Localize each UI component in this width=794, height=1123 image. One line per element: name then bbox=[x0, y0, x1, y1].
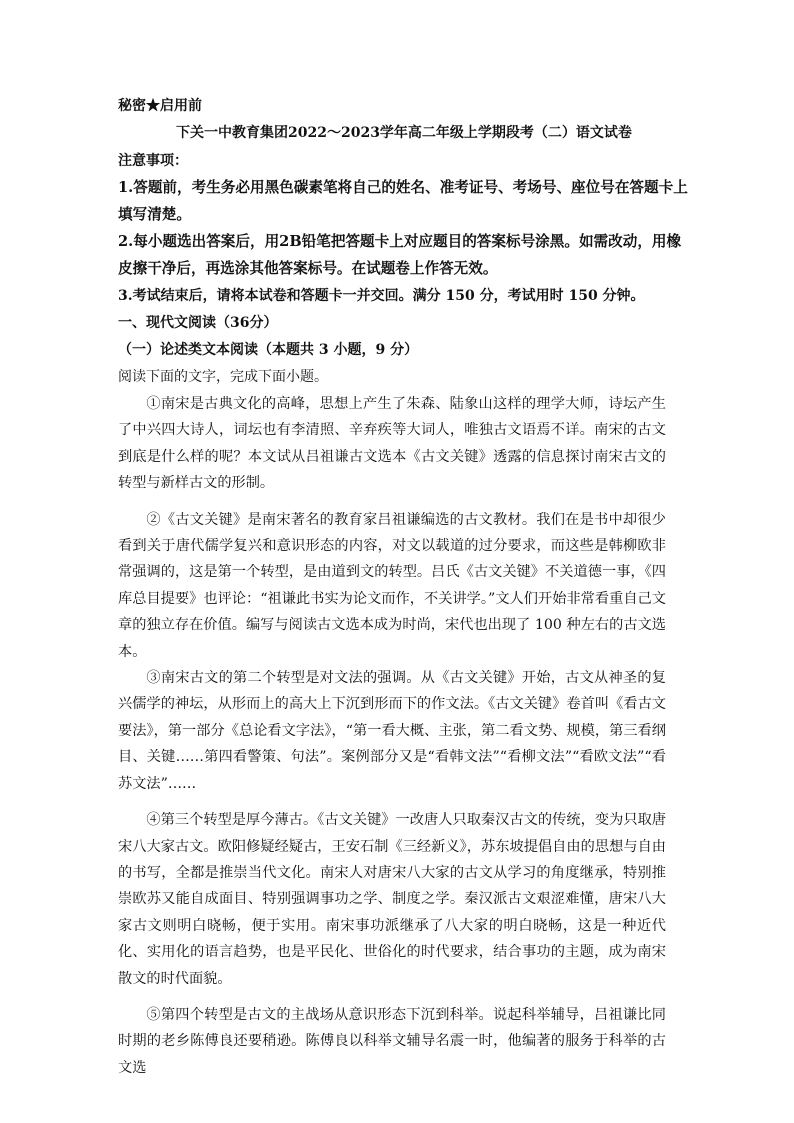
notice-item-1-line-2: 填写清楚。 bbox=[118, 206, 191, 223]
exam-title: 下关一中教育集团2022～2023学年高二年级上学期段考（二）语文试卷 bbox=[176, 125, 632, 141]
secret-mark: 秘密★启用前 bbox=[118, 98, 202, 114]
notice-heading: 注意事项： bbox=[118, 153, 188, 169]
reading-instruction: 阅读下面的文字，完成下面小题。 bbox=[118, 369, 328, 385]
passage-paragraph-4: ④第三个转型是厚今薄古。《古文关键》一改唐人只取秦汉古文的传统，变为只取唐宋八大家古文。欧阳修疑经疑古，王安石制《三经新义》，苏东坡提倡自由的思想与自由的书写，全都是推崇当代文化。南宋人对唐宋八大家的古文从学习的角度继承，特别推崇欧苏又能自成面目、特别强调事功之学、制度之学。秦汉派古文艰涩难懂，唐宋八大家古文则明白晓畅，便于实用。南宋事功派继承了八大家的明白晓畅，这是一种近代化、实用化的语言趋势，也是平民化、世俗化的时代要求，结合事功的主题，成为南宋散文的时代面貌。 bbox=[118, 812, 666, 987]
passage bbox=[118, 391, 666, 1081]
passage-paragraph-5: ⑤第四个转型是古文的主战场从意识形态下沉到科举。说起科举辅导，吕祖谦比同时期的老乡陈傅良还要稍逊。陈傅良以科举文辅导名震一时，他编著的服务于科举的古文选 bbox=[118, 1006, 666, 1076]
notice-item-2-line-1: 2.每小题选出答案后，用2B铅笔把答题卡上对应题目的答案标号涂黑。如需改动，用橡 bbox=[118, 233, 682, 250]
part-title: 一、现代文阅读（36分） bbox=[118, 315, 278, 331]
passage-paragraph-3: ③南宋古文的第二个转型是对文法的强调。从《古文关键》开始，古文从神圣的复兴儒学的神坛，从形而上的高大上下沉到形而下的作文法。《古文关键》卷首叫《看古文要法》，第一部分《总论看文字法》，“第一看大概、主张，第二看文势、规模，第三看纲目、关键……第四看警策、句法”。案例部分又是“看韩文法”“看柳文法”“看欧文法”“看苏文法”…… bbox=[118, 670, 666, 792]
notice-item-1-line-1: 1.答题前，考生务必用黑色碳素笔将自己的姓名、准考证号、考场号、座位号在答题卡上 bbox=[118, 179, 688, 196]
notice-item-2-line-2: 皮擦干净后，再选涂其他答案标号。在试题卷上作答无效。 bbox=[118, 260, 498, 277]
notice-item-3: 3.考试结束后，请将本试卷和答题卡一并交回。满分 150 分，考试用时 150 分钟。 bbox=[118, 288, 645, 304]
passage-paragraph-1: ①南宋是古典文化的高峰，思想上产生了朱森、陆象山这样的理学大师，诗坛产生了中兴四大诗人，词坛也有李清照、辛弃疾等大词人，唯独古文语焉不详。南宋的古文到底是什么样的呢？本文试从吕祖谦古文选本《古文关键》透露的信息探讨南宋古文的转型与新样古文的形制。 bbox=[118, 396, 666, 492]
passage-paragraph-2: ②《古文关键》是南宋著名的教育家吕祖谦编选的古文教材。我们在是书中却很少看到关于唐代儒学复兴和意识形态的内容，对文以载道的过分要求，而这些是韩柳欧非常强调的，这是第一个转型，是由道到文的转型。吕氏《古文关键》不关道德一事，《四库总目提要》也评论：“祖谦此书实为论文而作，不关讲学。”文人们开始非常看重自己文章的独立存在价值。编写与阅读古文选本成为时尚，宋代也出现了 100 种左右的古文选本。 bbox=[118, 511, 666, 660]
sub-section-title: （一）论述类文本阅读（本题共 3 小题，9 分） bbox=[118, 342, 419, 358]
